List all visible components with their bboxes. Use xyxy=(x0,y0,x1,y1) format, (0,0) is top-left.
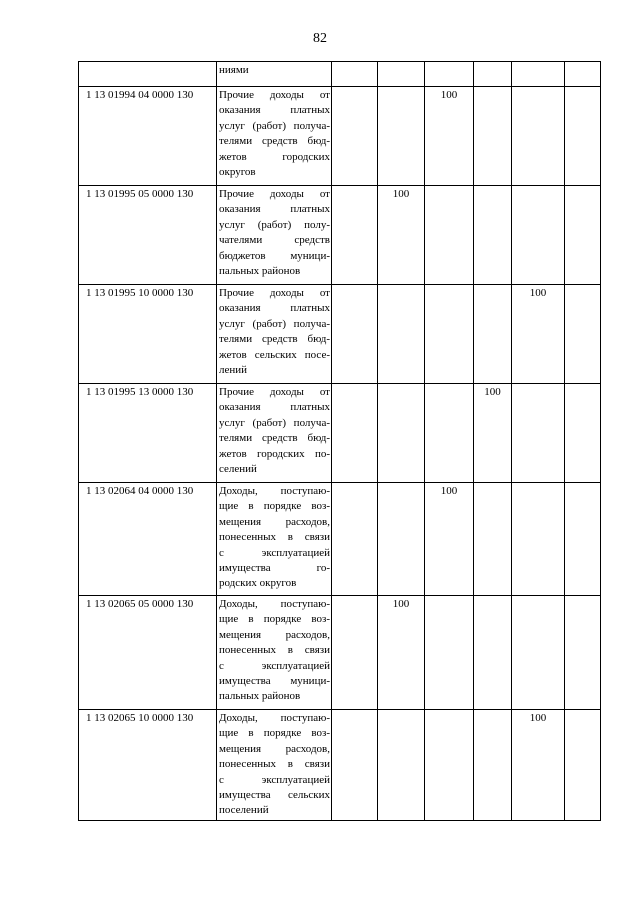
description-line: пальных районов xyxy=(219,690,301,703)
norm-value: 100 xyxy=(529,287,547,299)
norm-value: 100 xyxy=(440,485,458,497)
norm-value: 100 xyxy=(392,598,410,610)
description-line: родских округов xyxy=(219,577,297,590)
norm-value-cell xyxy=(378,285,425,384)
budget-code-cell: 1 13 02065 05 0000 130 xyxy=(79,596,217,710)
page-number: 82 xyxy=(313,31,327,46)
norm-value-cell xyxy=(378,186,425,285)
norm-value: 100 xyxy=(529,712,547,724)
table-row xyxy=(79,483,601,596)
norm-value-cell xyxy=(332,596,378,710)
norm-value-cell xyxy=(378,483,425,596)
norm-value-cell xyxy=(512,483,565,596)
description-line: ниями xyxy=(219,64,249,76)
norm-value: 100 xyxy=(440,89,458,101)
description-line: мещения расходов, xyxy=(219,515,330,528)
description-line: имущества го- xyxy=(219,562,330,575)
norm-value-cell xyxy=(512,710,565,821)
description-line: поселений xyxy=(219,804,269,817)
norm-value-cell xyxy=(378,710,425,821)
norm-value-cell xyxy=(474,483,512,596)
norm-value-cell xyxy=(512,285,565,384)
description-line: Прочие доходы от xyxy=(219,287,330,299)
norm-value-cell xyxy=(565,87,601,186)
description-line: услуг (работ) получа- xyxy=(219,416,330,429)
table-row xyxy=(79,710,601,821)
table-row xyxy=(79,285,601,384)
description-line: Прочие доходы от xyxy=(219,89,330,101)
description-line: с эксплуатацией xyxy=(219,546,330,559)
norm-value-cell xyxy=(474,596,512,710)
description-line: оказания платных xyxy=(219,302,330,315)
description-line: мещения расходов, xyxy=(219,742,330,755)
norm-value-cell xyxy=(378,384,425,483)
description-line: понесенных в связи xyxy=(219,758,330,771)
description-line: бюджетов муници- xyxy=(219,249,330,262)
norm-value-cell xyxy=(565,483,601,596)
norm-value-cell xyxy=(474,62,512,87)
norm-value-cell xyxy=(425,483,474,596)
norm-value-cell xyxy=(474,710,512,821)
description-line: жетов сельских посе- xyxy=(219,348,330,361)
norm-value-cell xyxy=(565,186,601,285)
norm-value-cell xyxy=(425,384,474,483)
budget-code-cell: 1 13 02064 04 0000 130 xyxy=(79,483,217,596)
norm-value-cell xyxy=(332,62,378,87)
norm-value-cell xyxy=(474,384,512,483)
norm-value-cell xyxy=(378,62,425,87)
norm-value-cell xyxy=(565,62,601,87)
norm-value-cell xyxy=(565,596,601,710)
description-line: оказания платных xyxy=(219,401,330,414)
norm-value-cell xyxy=(512,384,565,483)
description-line: округов xyxy=(219,166,256,179)
norm-value-cell xyxy=(512,62,565,87)
norm-value: 100 xyxy=(484,386,501,398)
norm-value-cell xyxy=(512,87,565,186)
norm-value-cell xyxy=(332,710,378,821)
description-line: Прочие доходы от xyxy=(219,188,330,200)
norm-value-cell xyxy=(474,87,512,186)
description-line: оказания платных xyxy=(219,104,330,117)
norm-value-cell xyxy=(378,596,425,710)
revenue-description-cell xyxy=(217,710,332,821)
description-line: телями средств бюд- xyxy=(219,333,330,346)
norm-value-cell xyxy=(565,285,601,384)
norm-value-cell xyxy=(332,87,378,186)
norm-value-cell xyxy=(565,710,601,821)
description-line: понесенных в связи xyxy=(219,644,330,657)
description-line: чателями средств xyxy=(219,234,330,247)
norm-value-cell xyxy=(425,596,474,710)
norm-value-cell xyxy=(425,186,474,285)
table-row xyxy=(79,87,601,186)
table-row xyxy=(79,384,601,483)
norm-value-cell xyxy=(474,285,512,384)
description-line: имущества муници- xyxy=(219,675,330,688)
budget-code-cell: 1 13 01994 04 0000 130 xyxy=(79,87,217,186)
norm-value-cell xyxy=(512,186,565,285)
revenue-description-cell xyxy=(217,483,332,596)
description-line: щие в порядке воз- xyxy=(219,613,330,626)
budget-code-cell xyxy=(79,62,217,87)
description-line: телями средств бюд- xyxy=(219,432,330,445)
norm-value: 100 xyxy=(392,188,410,200)
description-line: с эксплуатацией xyxy=(219,773,330,786)
norm-value-cell xyxy=(512,596,565,710)
table-row-continuation xyxy=(79,62,601,87)
norm-value-cell xyxy=(425,285,474,384)
description-line: телями средств бюд- xyxy=(219,135,330,148)
revenue-classification-table xyxy=(78,61,601,821)
norm-value-cell xyxy=(332,384,378,483)
revenue-description-cell xyxy=(217,596,332,710)
revenue-description-cell xyxy=(217,384,332,483)
description-line: жетов городских по- xyxy=(219,447,330,460)
description-line: с эксплуатацией xyxy=(219,659,330,672)
description-line: оказания платных xyxy=(219,203,330,216)
table-row xyxy=(79,186,601,285)
description-line: щие в порядке воз- xyxy=(219,500,330,513)
description-line: селений xyxy=(219,463,257,476)
norm-value-cell xyxy=(378,87,425,186)
norm-value-cell xyxy=(332,483,378,596)
norm-value-cell xyxy=(332,186,378,285)
norm-value-cell xyxy=(425,87,474,186)
description-line: лений xyxy=(219,364,248,377)
description-line: услуг (работ) получа- xyxy=(219,317,330,330)
description-line: понесенных в связи xyxy=(219,531,330,544)
budget-code-cell: 1 13 02065 10 0000 130 xyxy=(79,710,217,821)
norm-value-cell xyxy=(425,710,474,821)
revenue-description-cell xyxy=(217,186,332,285)
description-line: Прочие доходы от xyxy=(219,386,330,398)
description-line: услуг (работ) получа- xyxy=(219,119,330,132)
description-line: пальных районов xyxy=(219,265,301,278)
norm-value-cell xyxy=(565,384,601,483)
description-line: щие в порядке воз- xyxy=(219,727,330,740)
norm-value-cell xyxy=(474,186,512,285)
table-row xyxy=(79,596,601,710)
description-line: жетов городских xyxy=(219,150,330,163)
norm-value-cell xyxy=(425,62,474,87)
revenue-description-cell xyxy=(217,62,332,87)
description-line: мещения расходов, xyxy=(219,628,330,641)
budget-code-cell: 1 13 01995 05 0000 130 xyxy=(79,186,217,285)
description-line: услуг (работ) полу- xyxy=(219,218,330,231)
revenue-description-cell xyxy=(217,87,332,186)
budget-code-cell: 1 13 01995 10 0000 130 xyxy=(79,285,217,384)
description-line: Доходы, поступаю- xyxy=(219,485,330,497)
description-line: имущества сельских xyxy=(219,789,330,802)
budget-code-cell: 1 13 01995 13 0000 130 xyxy=(79,384,217,483)
table-body xyxy=(79,62,601,821)
description-line: Доходы, поступаю- xyxy=(219,598,330,610)
description-line: Доходы, поступаю- xyxy=(219,712,330,724)
revenue-description-cell xyxy=(217,285,332,384)
norm-value-cell xyxy=(332,285,378,384)
